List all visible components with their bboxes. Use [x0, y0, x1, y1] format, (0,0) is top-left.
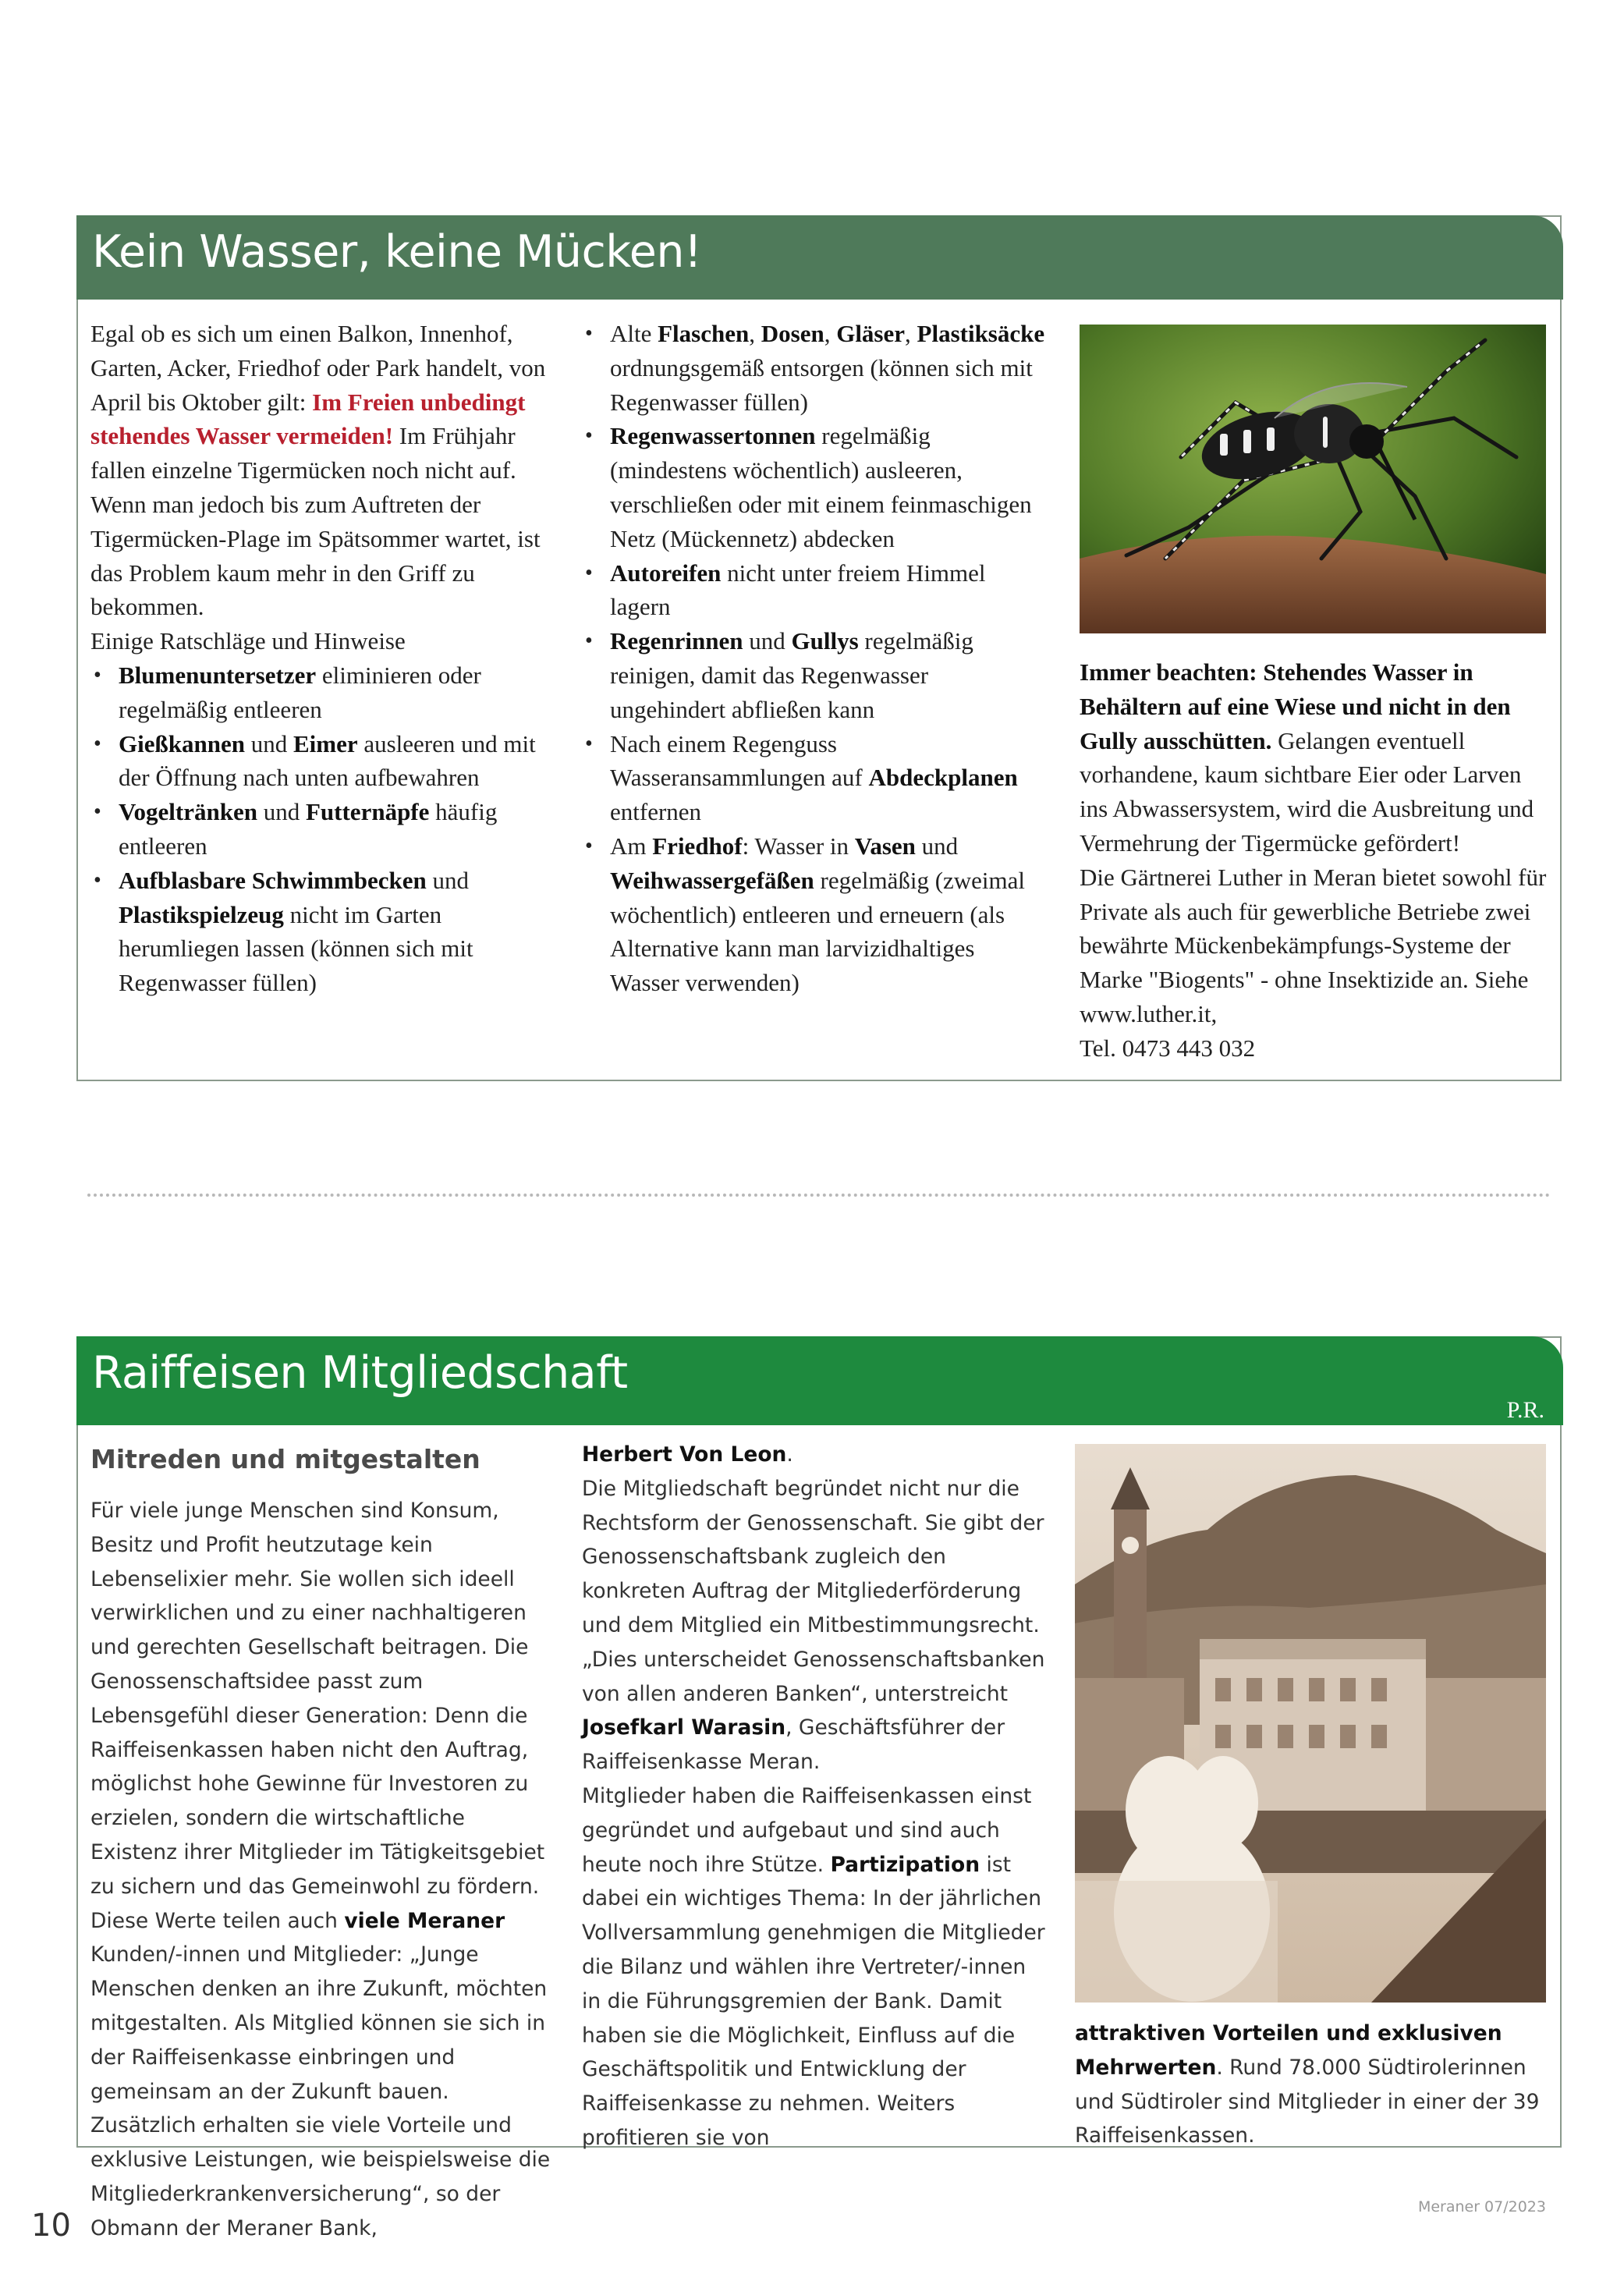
list-item: • Alte Flaschen, Dosen, Gläser, Plastiksäcke ordnungsgemäß entsorgen (können sich mit Regenwasser füllen) — [582, 317, 1045, 419]
paragraph: Mitglieder haben die Raiffeisenkassen einst gegründet und aufgebaut und sind auch heute noch ihre Stütze. Partizipation ist dabei ein wichtiges Thema: In der jährlichen Vollversammlung genehmigen die Mitglieder die Bilanz und wählen ihre Vertreter/-innen in die Führungsgremien der Bank. Damit haben sie die Möglichkeit, Einfluss auf die Geschäftspolitik und Entwicklung der Raiffeisenkasse zu nehmen. Weiters profitieren sie von — [582, 1783, 1045, 2150]
list-item: • Am Friedhof: Wasser in Vasen und Weihwassergefäßen regelmäßig (zweimal wöchentlich) entleeren und erneuern (als Alternative kann man larvizidhaltiges Wasser verwenden) — [582, 829, 1045, 1000]
advertorial-tag: P.R. — [1506, 1397, 1544, 1423]
list-item: • Nach einem Regenguss Wasseransammlungen auf Abdeckplanen entfernen — [582, 727, 1045, 829]
article-mosquito — [76, 215, 1562, 1081]
phone-number: Tel. 0473 443 032 — [1080, 1034, 1256, 1062]
paragraph: Für viele junge Menschen sind Konsum, Besitz und Profit heutzutage kein Lebenselixier mehr. Sie wollen sich ideell verwirklichen und zu einer nachhaltigeren und gerechten Gesellschaft beitragen. Die Genossenschaftsidee passt zum Lebensgefühl dieser Generation: Denn die Raiffeisenkassen haben nicht den Auftrag, möglichst hohe Gewinne für Investoren zu erzielen, sondern die wirtschaftliche Existenz ihrer Mitglieder im Tätigkeitsgebiet zu sichern und das Gemeinwohl zu fördern. Diese Werte teilen auch viele Meraner Kunden/-innen und Mitglieder: „Junge Menschen denken an ihre Zukunft, möchten mitgestalten. Als Mitglied können sie sich in der Raiffeisenkasse einbringen und gemeinsam an der Zukunft bauen. Zusätzlich erhalten sie viele Vorteile und exklusive Leistungen, wie beispielsweise die Mitgliederkrankenversicherung“, so der Obmann der Meraner Bank, — [90, 1499, 551, 2240]
article-header — [76, 1336, 1563, 1425]
article-column-1 — [90, 317, 551, 1000]
article-title: Kein Wasser, keine Mücken! — [92, 226, 702, 278]
list-item: • Aufblasbare Schwimmbecken und Plastikspielzeug nicht im Garten herumliegen lassen (können sich mit Regenwasser füllen) — [90, 864, 551, 1000]
paragraph-continued: Herbert Von Leon. — [582, 1442, 793, 1467]
meran-town-image — [1075, 1444, 1546, 2003]
paragraph-continued: attraktiven Vorteilen und exklusiven Mehrwerten. Rund 78.000 Südtirolerinnen und Südtiroler sind Mitglieder in einer der 39 Raiffeisenkassen. — [1075, 2021, 1540, 2148]
note-paragraph: Immer beachten: Stehendes Wasser in Behältern auf eine Wiese und nicht in den Gully ausschütten. Gelangen eventuell vorhandene, kaum sichtbare Eier oder Larven ins Abwassersystem, wird die Ausbreitung und Vermehrung der Tigermücke gefördert! — [1080, 658, 1534, 857]
list-item: • Autoreifen nicht unter freiem Himmel lagern — [582, 556, 1045, 625]
article-subtitle: Mitreden und mitgestalten — [90, 1444, 480, 1474]
list-item: • Gießkannen und Eimer ausleeren und mit der Öffnung nach unten aufbewahren — [90, 727, 551, 796]
tips-list — [90, 658, 551, 1000]
article-column-2 — [582, 317, 1045, 1000]
closing-paragraph: Die Gärtnerei Luther in Meran bietet sowohl für Private als auch für gewerbliche Betriebe zwei bewährte Mückenbekämpfungs-Systeme der Marke "Biogents" - ohne Insektizide an. Siehe www.luther.it, — [1080, 863, 1547, 1027]
mosquito-image — [1080, 325, 1546, 633]
intro-paragraph: Egal ob es sich um einen Balkon, Innenhof, Garten, Acker, Friedhof oder Park handelt, von April bis Oktober gilt: Im Freien unbedingt stehendes Wasser vermeiden! Im Frühjahr fallen einzelne Tigermücken noch nicht auf. Wenn man jedoch bis zum Auftreten der Tigermücken-Plage im Spätsommer wartet, ist das Problem kaum mehr in den Griff zu bekommen. — [90, 320, 546, 621]
article-column-2 — [582, 1438, 1047, 2155]
issue-label: Meraner 07/2023 — [1417, 2198, 1546, 2215]
article-column-3 — [1080, 655, 1548, 1066]
article-title: Raiffeisen Mitgliedschaft — [92, 1347, 628, 1399]
tips-heading: Einige Ratschläge und Hinweise — [90, 627, 406, 655]
list-item: • Vogeltränken und Futternäpfe häufig entleeren — [90, 795, 551, 864]
meran-photo — [1075, 1444, 1546, 2003]
mosquito-photo — [1080, 325, 1546, 633]
page-number: 10 — [31, 2208, 71, 2244]
article-column-3 — [1075, 2017, 1546, 2153]
article-column-1 — [90, 1444, 551, 2246]
list-item: • Regenwassertonnen regelmäßig (mindestens wöchentlich) ausleeren, verschließen oder mit einem feinmaschigen Netz (Mückennetz) abdecken — [582, 419, 1045, 555]
paragraph: Die Mitgliedschaft begründet nicht nur die Rechtsform der Genossenschaft. Sie gibt der Genossenschaftsbank zugleich den konkreten Auftrag der Mitgliederförderung und dem Mitglied ein Mitbestimmungsrecht. „Dies unterscheidet Genossenschaftsbanken von allen anderen Banken“, unterstreicht Josefkarl Warasin, Geschäftsführer der Raiffeisenkasse Meran. — [582, 1476, 1045, 1775]
section-divider — [87, 1194, 1551, 1197]
list-item: • Blumenuntersetzer eliminieren oder regelmäßig entleeren — [90, 658, 551, 727]
article-header — [76, 215, 1563, 300]
list-item: • Regenrinnen und Gullys regelmäßig reinigen, damit das Regenwasser ungehindert abfließen kann — [582, 624, 1045, 726]
tips-list-continued — [582, 317, 1045, 1000]
